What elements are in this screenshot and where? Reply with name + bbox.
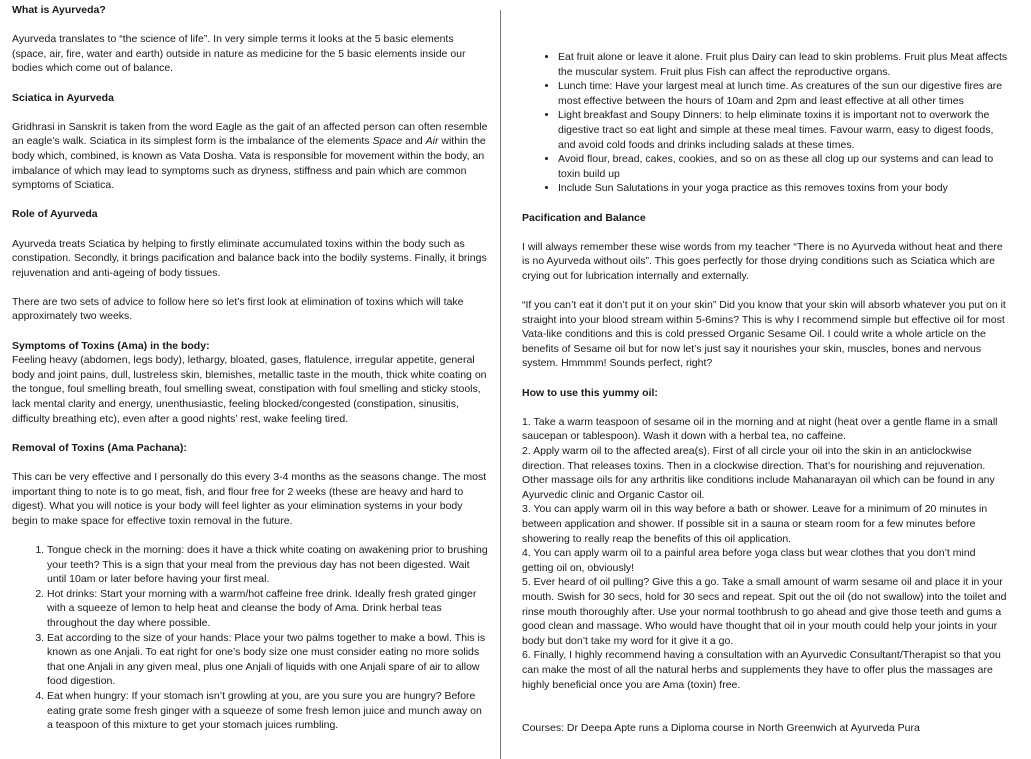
- list-item: • Avoid flour, bread, cakes, cookies, and so on as these all clog up our systems and can lead to toxin build up: [558, 152, 1008, 181]
- skin-paragraph: “If you can’t eat it don’t put it on your skin” Did you know that your skin will absorb whatever you put on it straight into your blood stream within 5-6mins? This is why I recommend simple but effective oil for most Vata-like conditions and this is cold pressed Organic Sesame Oil. I could write a whole article on the benefits of Sesame oil but for now let’s just say it nourishes your skin, muscles, bones and nervous system. Hmmmm! Sounds perfect, right?: [522, 299, 1006, 370]
- right-column: [522, 50, 1008, 736]
- removal-paragraph: This can be very effective and I personally do this every 3-4 months as the seasons change. The most important thing to note is to go meat, fish, and flour free for 2 weeks (these are heavy and hard to digest). What you will notice is your body will feel lighter as your elimination systems in your body begin to make space for effective toxin removal in the future.: [12, 471, 487, 527]
- howto-step: 5. Ever heard of oil pulling? Give this a go. Take a small amount of warm sesame oil and place it in your mouth. Swish for 30 secs, hold for 30 secs and repeat. Spit out the oil (do not swallow) into the toilet and rinse mouth thoroughly after. Use your normal toothbrush to go ahead and give those teeth and gums a good clean and massage. Who would have thought that oil in your mouth could help your joints in your body but don’t take my word for it give it a go.: [522, 576, 1007, 647]
- advice-paragraph: There are two sets of advice to follow here so let’s first look at elimination of toxins which will take approximately two weeks.: [12, 295, 464, 323]
- what-paragraph: Ayurveda translates to “the science of life”. In very simple terms it looks at the 5 basic elements (space, air, fire, water and earth) outside in nature as medicine for the 5 basic elements inside our bodies which come out of balance.: [12, 33, 466, 75]
- removal-heading: Removal of Toxins (Ama Pachana):: [12, 441, 187, 454]
- sciatica-paragraph: Gridhrasi in Sanskrit is taken from the word Eagle as the gait of an affected person can often resemble an eagle’s walk. Sciatica in its simplest form is the imbalance of the elements Space and Air within the body which, combined, is known as Vata Dosha. Vata is responsible for movement within the body, an imbalance of which may lead to symptoms such as dryness, stiffness and pain which are common symptoms of Sciatica.: [12, 120, 488, 192]
- left-column: [12, 3, 490, 733]
- howto-step: 1. Take a warm teaspoon of sesame oil in the morning and at night (heat over a gentle flame in a small saucepan or tablespoon). Wash it down with a herbal tea, no caffeine.: [522, 415, 998, 443]
- list-item: • Include Sun Salutations in your yoga practice as this removes toxins from your body: [558, 181, 1008, 196]
- list-item: • Light breakfast and Soupy Dinners: to help eliminate toxins it is important not to overwork the digestive tract so eat light and simple at these meal times. Favour warm, easy to digest foods, and avoid cold foods and drinks including salads at these times.: [558, 108, 1008, 152]
- howto-step: 4. You can apply warm oil to a painful area before yoga class but wear clothes that you don’t mind getting oil on, obviously!: [522, 547, 976, 574]
- diet-tips-list: [522, 50, 1008, 196]
- howto-heading: How to use this yummy oil:: [522, 386, 658, 399]
- pacification-heading: Pacification and Balance: [522, 211, 646, 224]
- role-paragraph: Ayurveda treats Sciatica by helping to firstly eliminate accumulated toxins within the body such as constipation. Secondly, it brings pacification and balance back into the bodily systems. Finally, it brings rejuvenation and anti-ageing of body tissues.: [12, 237, 487, 279]
- what-heading: What is Ayurveda?: [12, 4, 106, 16]
- howto-step: 6. Finally, I highly recommend having a consultation with an Ayurvedic Consultant/Therapist so that you can make the most of all the natural herbs and supplements they have to offer plus the massages are highly beneficial once you are Ama (toxin) free.: [522, 649, 1001, 691]
- column-divider: [500, 10, 501, 759]
- role-heading: Role of Ayurveda: [12, 208, 98, 221]
- space-emphasis: Space: [372, 135, 403, 148]
- list-item: 2. Hot drinks: Start your morning with a warm/hot caffeine free drink. Ideally fresh grated ginger with a squeeze of lemon to help heat and cleanse the body of Ama. Drink herbal teas throughout the day where possible.: [47, 587, 490, 631]
- air-emphasis: Air: [425, 135, 439, 148]
- list-item: 4. Eat when hungry: If your stomach isn’t growling at you, are you sure you are hungry? Before eating grate some fresh ginger with a squeeze of some fresh lemon juice and munch away on a teaspoon of this mixture to get your stomach juices rumbling.: [47, 689, 490, 733]
- list-item: 3. Eat according to the size of your hands: Place your two palms together to make a bowl. This is known as one Anjali. To eat right for one’s body size one must consider eating no more solids that one Anjali in any given meal, plus one Anjali of liquids with one Anjali spare of air to allow food digestion.: [47, 631, 490, 689]
- list-item: • Eat fruit alone or leave it alone. Fruit plus Dairy can lead to skin problems. Fruit plus Meat affects the muscular system. Fruit plus Fish can affect the reproductive organs.: [558, 50, 1008, 79]
- list-item: • Lunch time: Have your largest meal at lunch time. As creatures of the sun our digestive fires are most effective between the hours of 10am and 2pm and least effective at all other times: [558, 79, 1008, 108]
- symptoms-heading: Symptoms of Toxins (Ama) in the body:: [12, 339, 210, 352]
- courses-paragraph: Courses: Dr Deepa Apte runs a Diploma course in North Greenwich at Ayurveda Pura: [522, 722, 920, 735]
- sciatica-heading: Sciatica in Ayurveda: [12, 91, 114, 104]
- pacification-paragraph: I will always remember these wise words from my teacher “There is no Ayurveda without heat and there is no Ayurveda without oils”. This goes perfectly for those drying conditions such as Sciatica which are crying out for lubrication internally and externally.: [522, 240, 1003, 282]
- removal-steps-list: [12, 543, 490, 733]
- list-item: 1. Tongue check in the morning: does it have a thick white coating on awakening prior to brushing your teeth? This is a sign that your meal from the previous day has not been digested. Wait until 10am or later before having your first meal.: [47, 543, 490, 587]
- howto-step: 3. You can apply warm oil in this way before a bath or shower. Leave for a minimum of 20 minutes in between application and shower. If possible sit in a sauna or steam room for a few minutes before showering to really reap the benefits of this oil application.: [522, 503, 988, 545]
- howto-step: 2. Apply warm oil to the affected area(s). First of all circle your oil into the skin in an anticlockwise direction. That releases toxins. Then in a clockwise direction. That’s for nourishing and rejuvenation. Other massage oils for any arthritis like conditions include Mahanarayan oil which can be found in any Ayurvedic clinic and Organic Castor oil.: [522, 445, 995, 501]
- symptoms-paragraph: Feeling heavy (abdomen, legs body), lethargy, bloated, gases, flatulence, irregular appetite, general body and joint pains, dull, lustreless skin, blemishes, metallic taste in the mouth, thick white coating on the tongue, foul smelling breath, foul smelling sweat, constipation with foul smelling and sticky stools, lack mental clarity and energy, unenthusiastic, feeling blocked/congested (constipation, sinusitis, difficulty breathing etc), even after a good nights’ rest, wake feeling tired.: [12, 354, 487, 425]
